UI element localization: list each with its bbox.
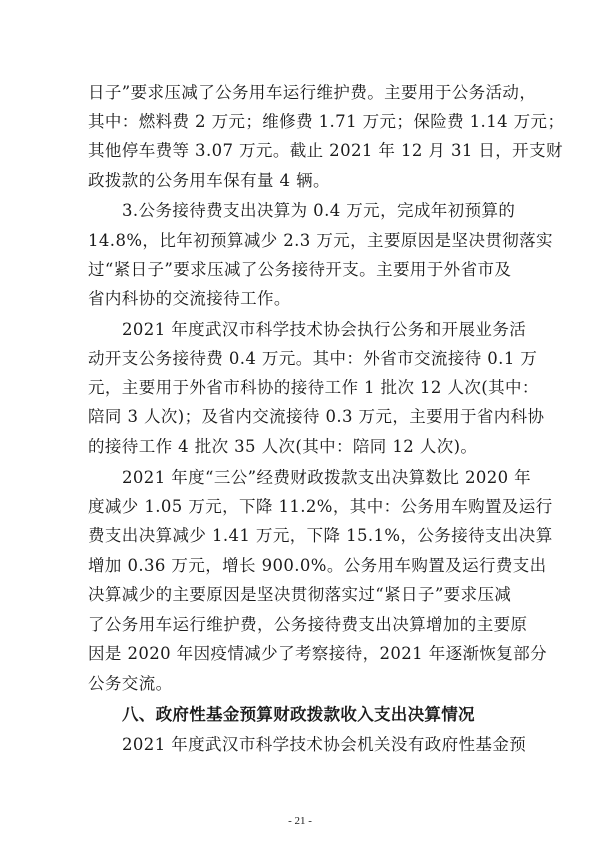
paragraph-line: 3.公务接待费支出决算为 0.4 万元，完成年初预算的 xyxy=(122,201,516,220)
paragraph-line: 过“紧日子”要求压减了公务接待开支。主要用于外省市及 xyxy=(88,260,512,279)
paragraph-line: 公务交流。 xyxy=(88,674,173,693)
paragraph-line: 其中：燃料费 2 万元；维修费 1.71 万元；保险费 1.14 万元； xyxy=(88,112,565,131)
paragraph-line: 的接待工作 4 批次 35 人次(其中：陪同 12 人次)。 xyxy=(88,437,478,456)
paragraph-line: 省内科协的交流接待工作。 xyxy=(88,289,291,308)
paragraph-line: 14.8%，比年初预算减少 2.3 万元，主要原因是坚决贯彻落实 xyxy=(88,231,553,250)
paragraph-line: 因是 2020 年因疫情减少了考察接待，2021 年逐渐恢复部分 xyxy=(88,644,548,663)
section-heading: 八、政府性基金预算财政拨款收入支出决算情况 xyxy=(122,705,475,724)
paragraph-line: 决算减少的主要原因是坚决贯彻落实过“紧日子”要求压减 xyxy=(88,585,512,604)
paragraph-line: 度减少 1.05 万元，下降 11.2%，其中：公务用车购置及运行 xyxy=(88,497,553,516)
paragraph-line: 元，主要用于外省市科协的接待工作 1 批次 12 人次(其中： xyxy=(88,378,539,397)
paragraph-line: 政拨款的公务用车保有量 4 辆。 xyxy=(88,171,330,190)
paragraph-line: 动开支公务接待费 0.4 万元。其中：外省市交流接待 0.1 万 xyxy=(88,349,538,368)
paragraph-line: 陪同 3 人次)；及省内交流接待 0.3 万元，主要用于省内科协 xyxy=(88,407,545,426)
paragraph-line: 2021 年度“三公”经费财政拨款支出决算数比 2020 年 xyxy=(122,468,532,487)
paragraph-line: 增加 0.36 万元，增长 900.0%。公务用车购置及运行费支出 xyxy=(88,556,547,575)
page-number: - 21 - xyxy=(288,815,312,827)
paragraph-line: 其他停车费等 3.07 万元。截止 2021 年 12 月 31 日，开支财 xyxy=(88,141,563,160)
paragraph-line: 了公务用车运行维护费，公务接待费支出决算增加的主要原 xyxy=(88,615,528,634)
paragraph-line: 2021 年度武汉市科学技术协会机关没有政府性基金预 xyxy=(122,735,527,754)
paragraph-line: 日子”要求压减了公务用车运行维护费。主要用于公务活动， xyxy=(88,83,537,102)
paragraph-line: 2021 年度武汉市科学技术协会执行公务和开展业务活 xyxy=(122,320,527,339)
paragraph-line: 费支出决算减少 1.41 万元，下降 15.1%，公务接待支出决算 xyxy=(88,526,553,545)
